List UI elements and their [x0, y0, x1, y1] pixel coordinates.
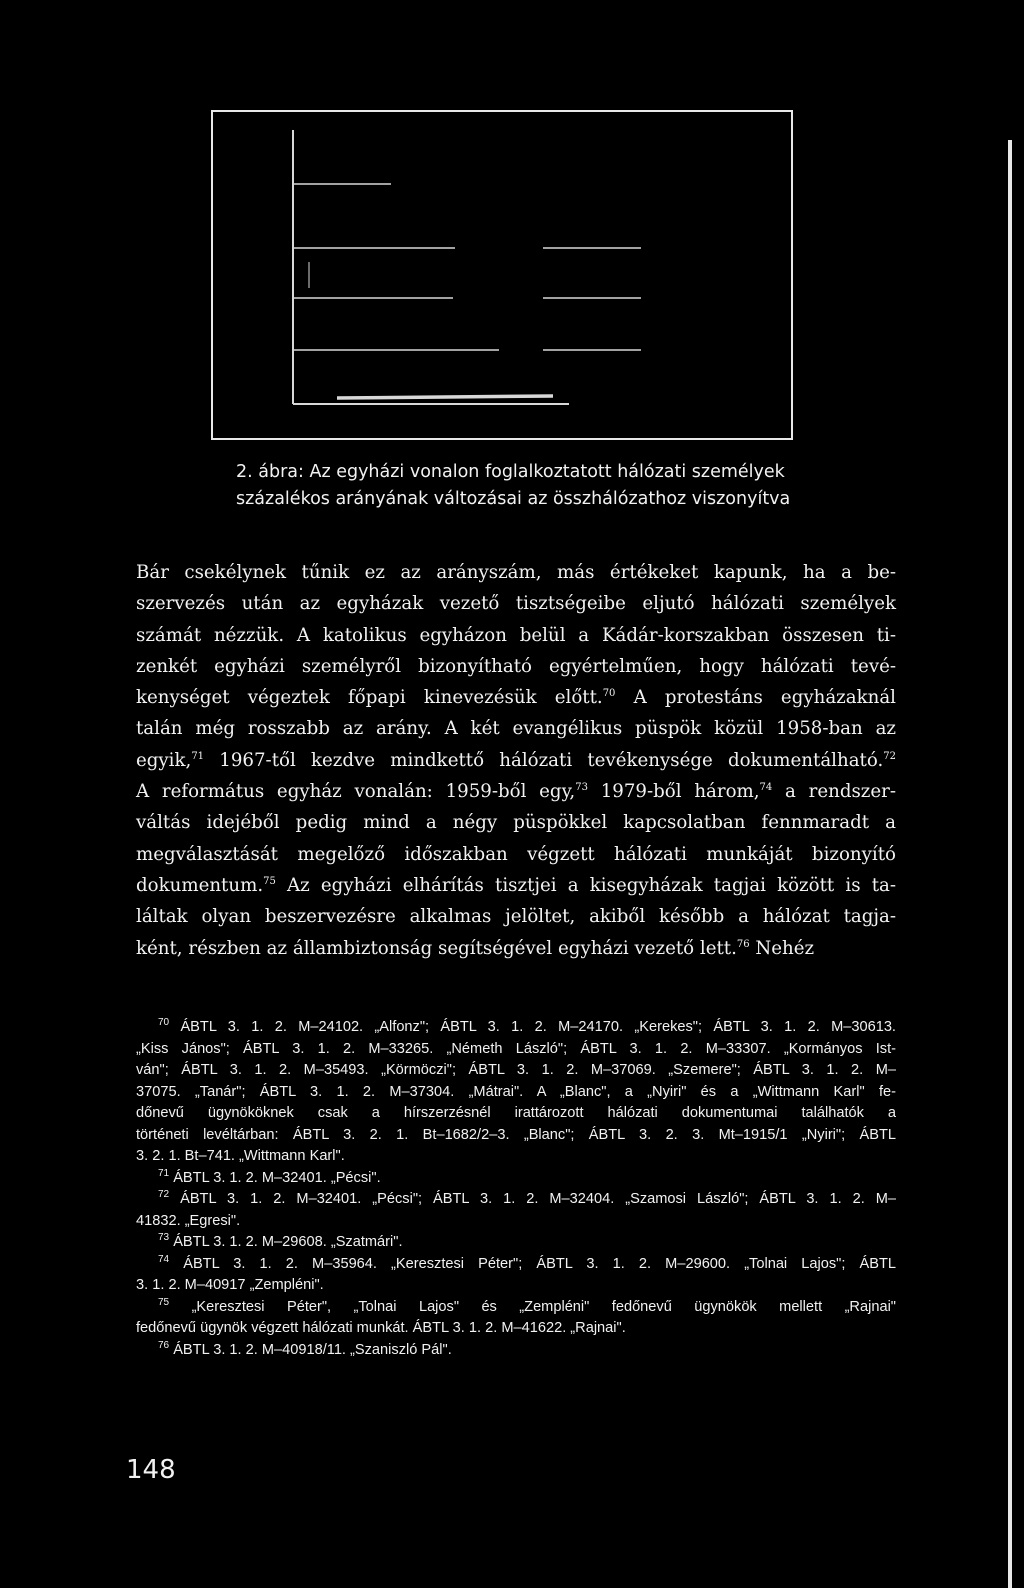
footnote-ref: 73: [575, 782, 588, 794]
footnote-line: 3. 2. 1. Bt–741. „Wittmann Karl".: [136, 1148, 345, 1164]
footnote-line: 37075. „Tanár"; ÁBTL 3. 1. 2. M–37304. „Mátrai". A „Blanc", a „Nyiri" és a „Wittmann Karl" fe-: [136, 1083, 896, 1100]
footnote-number: 71: [158, 1167, 170, 1179]
footnote-ref: 72: [883, 750, 896, 762]
footnote-number: 72: [158, 1189, 170, 1201]
footnote-number: 75: [158, 1296, 170, 1308]
footnote-line: 3. 1. 2. M–40917 „Zempléni".: [136, 1277, 324, 1293]
footnote-line: ván"; ÁBTL 3. 1. 2. M–35493. „Körmöczi"; ÁBTL 3. 1. 2. M–37069. „Szemere"; ÁBTL 3. 1. 2. M–: [136, 1062, 896, 1078]
body-line: egyik,$^{71}$ 1967-től kezdve mindkettő hálózati tevékenysége dokumentálható.$^{72}$: [136, 749, 896, 771]
figure-frame: [211, 110, 793, 440]
caption-line-2: százalékos arányának változásai az összhálózathoz viszonyítva: [236, 489, 791, 509]
footnote-70: $^{70}$ ÁBTL 3. 1. 2. M–24102. „Alfonz"; ÁBTL 3. 1. 2. M–24170. „Kerekes"; ÁBTL 3. 1. 2. M–30613.: [158, 1017, 896, 1035]
footnote-72: $^{72}$ ÁBTL 3. 1. 2. M–32401. „Pécsi"; ÁBTL 3. 1. 2. M–32404. „Szamosi László"; ÁBTL 3. 1. 2. M–: [158, 1189, 896, 1207]
footnote-75: $^{75}$ „Keresztesi Péter", „Tolnai Lajos" és „Zempléni" fedőnevű ügynökök mellett „Rajnai": [158, 1296, 896, 1315]
footnote-76: $^{76}$ ÁBTL 3. 1. 2. M–40918/11. „Szaniszló Pál".: [158, 1339, 452, 1358]
footnote-line: 41832. „Egresi".: [136, 1212, 241, 1229]
footnote-line: „Kiss János"; ÁBTL 3. 1. 2. M–33265. „Németh László"; ÁBTL 3. 1. 2. M–33307. „Kormányos Ist-: [136, 1040, 896, 1057]
footnote-ref: 74: [759, 782, 773, 794]
footnote-line: történeti levéltárban: ÁBTL 3. 2. 1. Bt–1682/2–3. „Blanc"; ÁBTL 3. 2. 3. Mt–1915/1 „Nyiri"; ÁBTL: [136, 1126, 896, 1143]
body-line: dokumentum.$^{75}$ Az egyházi elhárítás tisztjei a kisegyházak tagjai között is ta-: [136, 874, 896, 896]
body-line: zenkét egyházi személyről bizonyítható egyértelműen, hogy hálózati tevé-: [136, 655, 896, 677]
footnote-ref: 76: [736, 938, 750, 950]
body-line: váltás idejéből pedig mind a négy püspökkel kapcsolatban fennmaradt a: [136, 812, 896, 834]
footnote-74: $^{74}$ ÁBTL 3. 1. 2. M–35964. „Keresztesi Péter"; ÁBTL 3. 1. 2. M–29600. „Tolnai Lajos"; ÁBTL: [158, 1253, 896, 1272]
footnote-ref: 71: [191, 750, 205, 762]
body-line: számát nézzük. A katolikus egyházon belül a Kádár-korszakban összesen ti-: [136, 624, 896, 646]
figure-line-10: [337, 396, 553, 398]
footnote-ref: 75: [263, 875, 276, 887]
footnote-number: 70: [158, 1017, 170, 1029]
footnote-line: fedőnevű ügynök végzett hálózati munkát. ÁBTL 3. 1. 2. M–41622. „Rajnai".: [136, 1320, 626, 1336]
body-line: megválasztását megelőző időszakban végzett hálózati munkáját bizonyító: [136, 843, 896, 865]
body-line: kenységet végeztek főpapi kinevezésük előtt.$^{70}$ A protestáns egyházaknál: [136, 687, 896, 709]
body-line: láltak olyan beszervezésre alkalmas jelöltet, akiből később a hálózat tagja-: [136, 906, 896, 928]
footnote-number: 76: [158, 1339, 170, 1351]
footnote-73: $^{73}$ ÁBTL 3. 1. 2. M–29608. „Szatmári".: [158, 1232, 403, 1250]
footnotes: [136, 1017, 896, 1361]
figure-chart: [213, 112, 795, 442]
page-number: 148: [126, 1455, 176, 1485]
footnote-ref: 70: [602, 688, 616, 700]
caption-line-1: 2. ábra: Az egyházi vonalon foglalkoztatott hálózati személyek: [236, 462, 785, 482]
footnote-number: 73: [158, 1232, 170, 1244]
footnote-line: dőnevű ügynököknek csak a hírszerzésnél irattározott hálózati dokumentumai találhatók a: [136, 1105, 896, 1121]
body-line: Bár csekélynek tűnik ez az arányszám, más értékeket kapunk, ha a be-: [136, 562, 896, 583]
footnote-71: $^{71}$ ÁBTL 3. 1. 2. M–32401. „Pécsi".: [158, 1167, 381, 1186]
body-line: A református egyház vonalán: 1959-ből egy,$^{73}$ 1979-ből három,$^{74}$ a rendszer-: [136, 781, 896, 803]
body-paragraph: [136, 557, 896, 964]
figure-caption: [236, 459, 816, 513]
body-line: talán még rosszabb az arány. A két evangélikus püspök közül 1958-ban az: [136, 718, 896, 740]
body-line: ként, részben az állambiztonság segítségével egyházi vezető lett.$^{76}$ Nehéz: [136, 937, 815, 959]
body-line: szervezés után az egyházak vezető tisztségeibe eljutó hálózati személyek: [136, 593, 896, 615]
page-edge-bar: [1008, 140, 1012, 1588]
footnote-number: 74: [158, 1253, 170, 1265]
